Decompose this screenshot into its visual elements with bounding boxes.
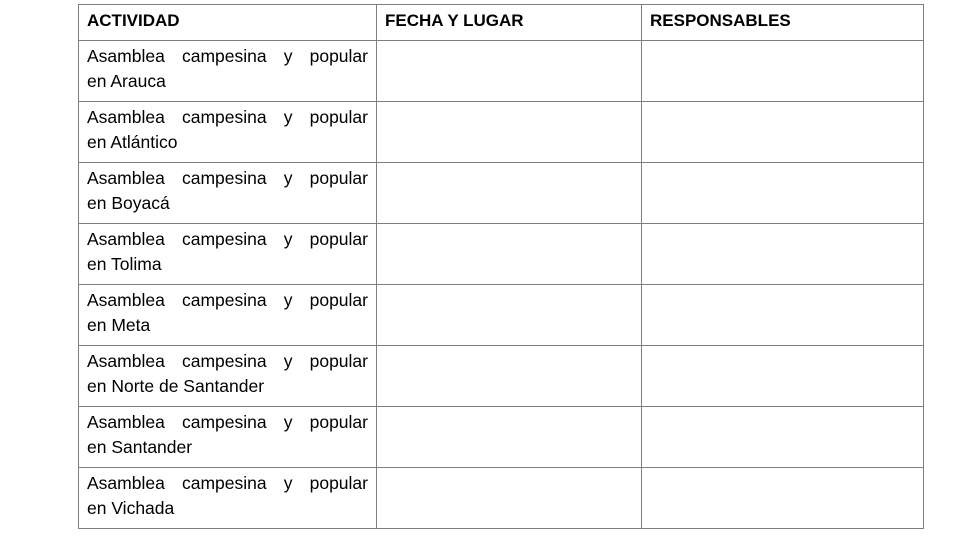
activity-line-1: Asamblea campesina y popular	[87, 473, 368, 493]
activity-text	[79, 346, 376, 399]
date-place-cell	[377, 224, 642, 285]
activity-line-2: en Tolima	[87, 254, 162, 274]
responsible-cell	[642, 407, 924, 468]
activity-cell	[79, 163, 377, 224]
date-place-cell	[377, 346, 642, 407]
activity-cell	[79, 468, 377, 529]
responsible-cell	[642, 41, 924, 102]
activity-cell	[79, 407, 377, 468]
activity-text	[79, 285, 376, 338]
activity-cell	[79, 285, 377, 346]
responsible-cell	[642, 285, 924, 346]
activity-text	[79, 407, 376, 460]
activity-text	[79, 224, 376, 277]
date-place-cell	[377, 285, 642, 346]
table-row	[79, 163, 924, 224]
activity-text	[79, 468, 376, 521]
table-row	[79, 102, 924, 163]
header-date-place: FECHA Y LUGAR	[377, 5, 642, 41]
activity-text	[79, 102, 376, 155]
activity-line-2: en Vichada	[87, 498, 175, 518]
responsible-cell	[642, 346, 924, 407]
activity-line-1: Asamblea campesina y popular	[87, 229, 368, 249]
header-row	[79, 5, 924, 41]
activity-line-2: en Santander	[87, 437, 193, 457]
table-row	[79, 468, 924, 529]
table-row	[79, 224, 924, 285]
table-row	[79, 41, 924, 102]
responsible-cell	[642, 102, 924, 163]
activity-line-1: Asamblea campesina y popular	[87, 168, 368, 188]
activity-text	[79, 41, 376, 94]
date-place-cell	[377, 163, 642, 224]
header-activity: ACTIVIDAD	[79, 5, 377, 41]
activity-line-2: en Meta	[87, 315, 151, 335]
activity-line-1: Asamblea campesina y popular	[87, 412, 368, 432]
date-place-cell	[377, 468, 642, 529]
activity-cell	[79, 346, 377, 407]
activity-text	[79, 163, 376, 216]
activity-cell	[79, 102, 377, 163]
responsible-cell	[642, 224, 924, 285]
date-place-cell	[377, 102, 642, 163]
activity-line-1: Asamblea campesina y popular	[87, 107, 368, 127]
responsible-cell	[642, 163, 924, 224]
activity-line-2: en Norte de Santander	[87, 376, 265, 396]
header-responsible: RESPONSABLES	[642, 5, 924, 41]
table-row	[79, 285, 924, 346]
table-row	[79, 346, 924, 407]
activity-line-2: en Boyacá	[87, 193, 170, 213]
table-body	[79, 41, 924, 529]
activity-cell	[79, 41, 377, 102]
activity-line-2: en Arauca	[87, 71, 166, 91]
date-place-cell	[377, 407, 642, 468]
date-place-cell	[377, 41, 642, 102]
activity-line-1: Asamblea campesina y popular	[87, 351, 368, 371]
activity-table	[78, 4, 924, 529]
responsible-cell	[642, 468, 924, 529]
activity-line-2: en Atlántico	[87, 132, 178, 152]
table-row	[79, 407, 924, 468]
activity-line-1: Asamblea campesina y popular	[87, 290, 368, 310]
table-header	[79, 5, 924, 41]
activity-line-1: Asamblea campesina y popular	[87, 46, 368, 66]
activity-cell	[79, 224, 377, 285]
